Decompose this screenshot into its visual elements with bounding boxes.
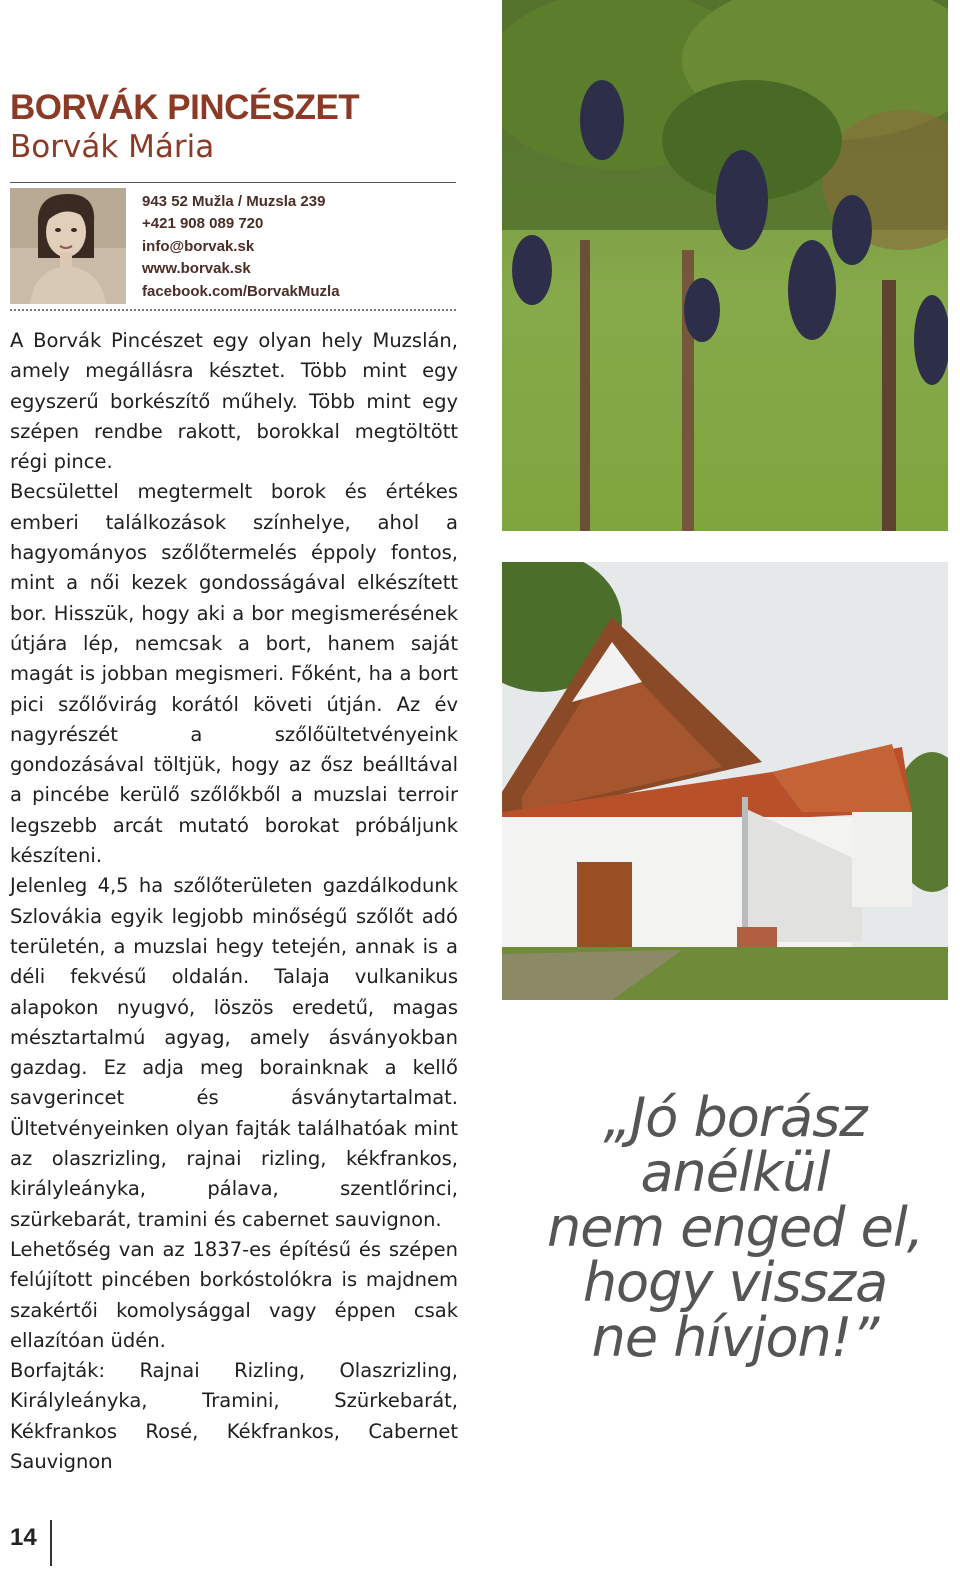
divider-top xyxy=(10,182,456,183)
pull-quote xyxy=(540,1086,930,1369)
divider-dotted xyxy=(10,309,456,311)
winery-title: BORVÁK PINCÉSZET xyxy=(10,88,360,127)
contact-block xyxy=(142,191,442,303)
paragraph-varieties xyxy=(10,1356,458,1477)
contact-facebook[interactable]: facebook.com/BorvakMuzla xyxy=(142,282,340,300)
page-number-divider xyxy=(50,1520,52,1566)
quote-line-5: ne hívjon!” xyxy=(591,1306,879,1369)
owner-portrait xyxy=(10,188,126,304)
paragraph-tasting: Lehetőség van az 1837-es építésű és szépen felújított pincében borkóstolókra is majdnem szakértői komolysággal vagy éppen csak ellazítóan üdén. xyxy=(10,1237,458,1352)
varieties-list: Rajnai Rizling, Olaszrizling, Királyleányka, Tramini, Szürkebarát, Kékfrankos Rosé, Kékfrankos, Cabernet Sauvignon xyxy=(10,1359,459,1473)
paragraph-intro: A Borvák Pincészet egy olyan hely Muzslán, amely megállásra késztet. Több mint egy egyszerű borkészítő műhely. Több mint egy szépen rendbe rakott, borokkal megtöltött régi pince. xyxy=(10,329,458,474)
article-body xyxy=(10,326,458,1477)
owner-name: Borvák Mária xyxy=(10,129,215,165)
contact-website[interactable]: www.borvak.sk xyxy=(142,260,251,278)
contact-phone[interactable]: +421 908 089 720 xyxy=(142,215,264,233)
header-block xyxy=(10,88,460,166)
contact-address: 943 52 Mužla / Muzsla 239 xyxy=(142,193,326,210)
quote-line-3: nem enged el, xyxy=(547,1196,923,1259)
quote-line-4: hogy vissza xyxy=(582,1251,888,1314)
paragraph-vineyard: Jelenleg 4,5 ha szőlőterületen gazdálkodunk Szlovákia egyik legjobb minőségű szőlőt adó területén, a muzslai hegy tetején, annak is a déli fekvésű oldalán. Talaja vulkanikus alapokon nyugvó, löszös eredetű, magas mésztartalmú agyag, amely ásványokban gazdag. Ez adja meg borainknak a kellő savgerincet és ásványtartalmat. Ültetvényeinken olyan fajták találhatóak mint az olaszrizling, rajnai rizling, kékfrankos, királyleányka, pálava, szentlőrinci, szürkebarát, tramini és cabernet sauvignon. xyxy=(10,874,458,1231)
quote-line-1: „Jó borász xyxy=(603,1086,867,1149)
vineyard-grapes-photo xyxy=(502,0,948,531)
varieties-label: Borfajták: xyxy=(10,1359,106,1383)
quote-line-2: anélkül xyxy=(640,1141,830,1204)
page-number: 14 xyxy=(10,1524,37,1551)
wine-cellar-photo xyxy=(502,562,948,1000)
paragraph-philosophy: Becsülettel megtermelt borok és értékes emberi találkozások színhelye, ahol a hagyományos szőlőtermelés éppoly fontos, mint a női kezek gondosságával elkészített bor. Hisszük, hogy aki a bor megismerésének útjára lép, nemcsak a bort, hanem saját magát is jobban megismeri. Főként, ha a bort pici szőlővirág korától követi útján. Az év nagyrészét a szőlőültetvényeink gondozásával töltjük, hogy az ősz beálltával a pincébe kerülő szőlőkből a muzslai terroir legszebb arcát mutató borokat próbáljunk készíteni. xyxy=(10,480,458,868)
contact-email[interactable]: info@borvak.sk xyxy=(142,237,255,255)
